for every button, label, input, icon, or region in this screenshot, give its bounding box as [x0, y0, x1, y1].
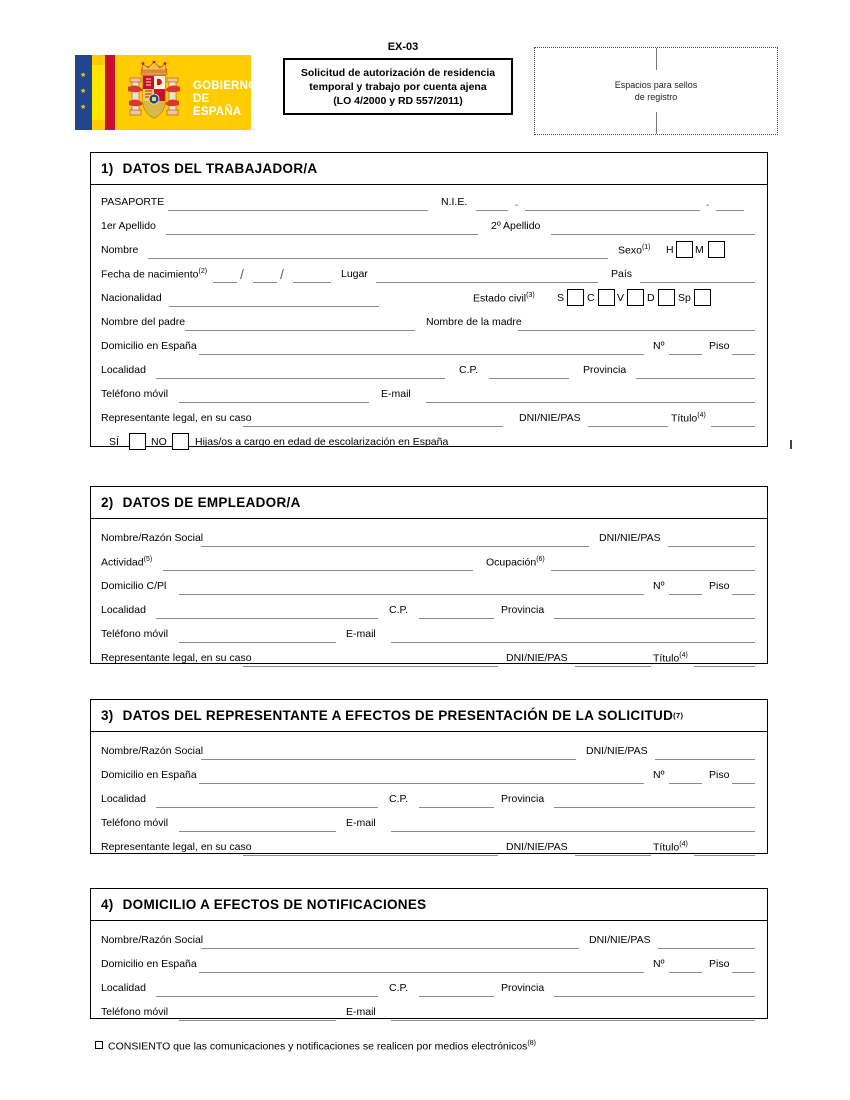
checkbox-sexo-mujer[interactable] [708, 241, 725, 258]
stamp-divider-bottom [656, 112, 657, 134]
label-telefono-movil: Teléfono móvil [101, 628, 169, 640]
field-row-nombre-razon-social [91, 929, 767, 953]
label-nombre-razon-social: Nombre/Razón Social [101, 934, 204, 946]
input-telefono-movil[interactable] [179, 402, 369, 403]
eu-star-icon: ★ [80, 104, 87, 111]
section-1-header [91, 153, 767, 185]
section-3-number: 3) [101, 708, 114, 723]
label-ocupacion: Ocupación [486, 556, 537, 569]
label-representante-legal: Representante legal, en su caso [101, 412, 252, 424]
input-domicilio-espana[interactable] [199, 972, 644, 973]
input-fecha-mes[interactable] [253, 282, 277, 283]
label-lugar: Lugar [341, 268, 368, 280]
label-piso: Piso [709, 958, 730, 970]
checkbox-estado-civil-separado[interactable] [694, 289, 711, 306]
input-fecha-anio[interactable] [293, 282, 331, 283]
section-3-header [91, 700, 767, 732]
field-row-localidad-representante [91, 788, 767, 812]
input-representante-legal[interactable] [243, 426, 503, 427]
label-nacionalidad: Nacionalidad [101, 292, 162, 304]
label-fecha-note: (2) [198, 268, 208, 275]
label-email: E-mail [346, 1006, 376, 1018]
input-nombre-padre[interactable] [185, 330, 415, 331]
label-pasaporte: PASAPORTE [101, 196, 165, 208]
input-fecha-dia[interactable] [213, 282, 237, 283]
spain-coat-of-arms-icon [123, 61, 185, 124]
label-consentimiento-note: (8) [527, 1040, 536, 1047]
label-localidad: Localidad [101, 982, 146, 994]
input-dni-nie-pas[interactable] [588, 426, 668, 427]
input-numero[interactable] [669, 594, 702, 595]
eu-star-icon: ★ [80, 72, 87, 79]
field-row-localidad-empleador [91, 599, 767, 623]
input-titulo[interactable] [711, 426, 755, 427]
label-numero: Nº [653, 340, 665, 352]
gobierno-de-espana-logo [75, 55, 258, 130]
input-dni-nie-pas[interactable] [658, 948, 755, 949]
field-row-representante-legal [91, 407, 767, 431]
label-sexo-note: (1) [641, 244, 651, 251]
label-email: E-mail [346, 628, 376, 640]
input-dni-nie-pas[interactable] [575, 666, 651, 667]
label-consentimiento: CONSIENTO que las comunicaciones y notificaciones se realicen por medios electrónicos [108, 1040, 528, 1053]
label-titulo: Título [653, 841, 680, 854]
logo-wordmark [193, 80, 257, 119]
input-localidad[interactable] [156, 618, 378, 619]
section-3-title-note: (7) [673, 711, 684, 720]
form-header [0, 0, 850, 148]
input-nombre-razon-social[interactable] [201, 759, 576, 760]
label-ocupacion-note: (6) [536, 556, 545, 563]
stamp-label-line-1: Espacios para sellos [614, 80, 698, 90]
field-row-domicilio [91, 335, 767, 359]
label-segundo-apellido: 2º Apellido [491, 220, 541, 232]
section-4-domicilio-notificaciones [90, 888, 768, 1019]
label-titulo: Título [671, 412, 698, 425]
logo-line-1: GOBIERNO [193, 80, 258, 92]
section-1-title: DATOS DEL TRABAJADOR/A [122, 161, 318, 176]
label-domicilio-espana: Domicilio en España [101, 958, 197, 970]
checkbox-estado-civil-casado[interactable] [598, 289, 615, 306]
label-provincia: Provincia [501, 604, 545, 616]
input-telefono-movil[interactable] [179, 642, 336, 643]
form-title-line-2: temporal y trabajo por cuenta ajena [309, 80, 487, 93]
label-primer-apellido: 1er Apellido [101, 220, 156, 232]
field-row-pasaporte-nie: PASAPORTE N.I.E. - - [91, 191, 767, 215]
label-dni-nie-pas: DNI/NIE/PAS [519, 412, 581, 424]
checkbox-sexo-hombre[interactable] [676, 241, 693, 258]
field-row-localidad [91, 359, 767, 383]
page-edge-tick-mark [790, 440, 792, 449]
field-row-localidad-notificaciones [91, 977, 767, 1001]
input-numero[interactable] [669, 354, 702, 355]
label-provincia: Provincia [501, 982, 545, 994]
input-dni-nie-pas[interactable] [655, 759, 755, 760]
label-representante-legal: Representante legal, en su caso [101, 652, 252, 664]
stamp-divider-top [656, 48, 657, 70]
input-domicilio-calle-plaza[interactable] [179, 594, 644, 595]
label-titulo-note: (4) [697, 412, 706, 419]
input-piso[interactable] [732, 972, 755, 973]
input-nombre-razon-social[interactable] [201, 948, 579, 949]
field-row-nacionalidad-estadocivil [91, 287, 767, 311]
label-provincia: Provincia [583, 364, 627, 376]
input-nie-prefix[interactable] [476, 210, 508, 211]
label-email: E-mail [381, 388, 411, 400]
checkbox-estado-civil-soltero[interactable] [567, 289, 584, 306]
field-row-contacto [91, 383, 767, 407]
logo-line-2: DE ESPAÑA [193, 93, 242, 118]
input-dni-nie-pas[interactable] [575, 855, 651, 856]
form-code: EX-03 [387, 41, 419, 53]
label-telefono-movil: Teléfono móvil [101, 388, 169, 400]
label-sexo: Sexo [618, 244, 642, 257]
field-row-domicilio-notificaciones [91, 953, 767, 977]
label-cp: C.P. [389, 982, 409, 994]
input-nombre[interactable] [148, 258, 608, 259]
input-localidad[interactable] [156, 378, 445, 379]
input-nacionalidad[interactable] [169, 306, 379, 307]
checkbox-hijos-no[interactable] [172, 433, 189, 450]
eu-star-icon: ★ [80, 88, 87, 95]
field-row-nombre-razon-social [91, 527, 767, 551]
form-title-box [283, 58, 513, 115]
input-telefono-movil[interactable] [179, 1020, 336, 1021]
input-piso[interactable] [732, 594, 755, 595]
form-title-line-3: (LO 4/2000 y RD 557/2011) [333, 94, 463, 107]
flag-red-stripe [105, 55, 115, 130]
label-numero: Nº [653, 958, 665, 970]
input-localidad[interactable] [156, 996, 378, 997]
label-titulo-note: (4) [679, 652, 688, 659]
label-nombre-padre: Nombre del padre [101, 316, 186, 328]
input-email[interactable] [391, 642, 755, 643]
input-cp[interactable] [489, 378, 569, 379]
input-cp[interactable] [419, 807, 494, 808]
label-si: SÍ [109, 436, 119, 448]
input-titulo[interactable] [694, 666, 755, 667]
label-actividad-note: (5) [143, 556, 153, 563]
label-no: NO [151, 436, 167, 448]
input-email[interactable] [391, 1020, 755, 1021]
label-nombre-razon-social: Nombre/Razón Social [101, 532, 204, 544]
label-estado-civil: Estado civil [473, 292, 527, 305]
label-ec-casado: C [587, 292, 595, 304]
field-row-representante-legal-empleador [91, 647, 767, 671]
field-row-contacto-representante [91, 812, 767, 836]
input-localidad[interactable] [156, 807, 378, 808]
field-row-actividad-ocupacion [91, 551, 767, 575]
input-representante-legal[interactable] [243, 666, 498, 667]
label-nie: N.I.E. [441, 196, 468, 208]
label-localidad: Localidad [101, 793, 146, 805]
label-piso: Piso [709, 769, 730, 781]
label-domicilio-calle-plaza: Domicilio C/Pl [101, 580, 167, 592]
stamp-label-line-2: de registro [634, 92, 678, 102]
input-email[interactable] [426, 402, 755, 403]
field-row-apellidos [91, 215, 767, 239]
input-nie-number[interactable] [525, 210, 700, 211]
input-numero[interactable] [669, 783, 702, 784]
field-row-nombre-razon-social [91, 740, 767, 764]
label-cp: C.P. [389, 793, 409, 805]
section-4-title: DOMICILIO A EFECTOS DE NOTIFICACIONES [122, 897, 427, 912]
input-nie-letter[interactable] [716, 210, 744, 211]
label-nombre-razon-social: Nombre/Razón Social [101, 745, 204, 757]
label-sexo-mujer: M [695, 244, 704, 256]
label-localidad: Localidad [101, 604, 146, 616]
field-row-contacto-empleador [91, 623, 767, 647]
label-telefono-movil: Teléfono móvil [101, 817, 169, 829]
flag-yellow-stripe [92, 65, 105, 120]
section-2-number: 2) [101, 495, 114, 510]
input-piso[interactable] [732, 783, 755, 784]
input-cp[interactable] [419, 618, 494, 619]
label-email: E-mail [346, 817, 376, 829]
input-provincia[interactable] [554, 807, 755, 808]
input-provincia[interactable] [554, 996, 755, 997]
field-row-nacimiento: Fecha de nacimiento$^{(2)}$ / / Lugar País [91, 263, 767, 287]
field-row-contacto-notificaciones [91, 1001, 767, 1025]
field-row-padres [91, 311, 767, 335]
label-titulo-note: (4) [679, 841, 688, 848]
field-row-hijos-escolarizacion [91, 431, 767, 455]
label-domicilio-espana: Domicilio en España [101, 340, 197, 352]
input-cp[interactable] [419, 996, 494, 997]
label-dni-nie-pas: DNI/NIE/PAS [586, 745, 648, 757]
label-numero: Nº [653, 580, 665, 592]
label-provincia: Provincia [501, 793, 545, 805]
label-piso: Piso [709, 580, 730, 592]
input-ocupacion[interactable] [551, 570, 755, 571]
label-numero: Nº [653, 769, 665, 781]
label-representante-legal: Representante legal, en su caso [101, 841, 252, 853]
section-3-title: DATOS DEL REPRESENTANTE A EFECTOS DE PRESENTACIÓN DE LA SOLICITUD [122, 708, 674, 723]
field-row-domicilio-empleador [91, 575, 767, 599]
label-nombre-madre: Nombre de la madre [426, 316, 522, 328]
input-primer-apellido[interactable] [166, 234, 478, 235]
input-nombre-razon-social[interactable] [201, 546, 589, 547]
input-telefono-movil[interactable] [179, 831, 336, 832]
registry-stamp-area [534, 47, 778, 135]
label-domicilio-espana: Domicilio en España [101, 769, 197, 781]
field-row-nombre-sexo [91, 239, 767, 263]
input-segundo-apellido[interactable] [551, 234, 755, 235]
input-pasaporte[interactable] [168, 210, 428, 211]
label-pais: País [611, 268, 633, 280]
field-row-representante-legal-representante [91, 836, 767, 860]
section-4-header [91, 889, 767, 921]
label-telefono-movil: Teléfono móvil [101, 1006, 169, 1018]
form-title-line-1: Solicitud de autorización de residencia [300, 66, 496, 79]
input-domicilio-espana[interactable] [199, 354, 644, 355]
label-dni-nie-pas: DNI/NIE/PAS [599, 532, 661, 544]
label-actividad: Actividad [101, 556, 144, 569]
section-4-number: 4) [101, 897, 114, 912]
label-ec-viudo: V [617, 292, 625, 304]
label-cp: C.P. [389, 604, 409, 616]
label-piso: Piso [709, 340, 730, 352]
field-row-domicilio-representante [91, 764, 767, 788]
input-dni-nie-pas[interactable] [668, 546, 755, 547]
input-domicilio-espana[interactable] [199, 783, 644, 784]
label-estado-civil-note: (3) [526, 292, 535, 299]
section-1-datos-trabajador [90, 152, 768, 447]
label-hijos-escolarizacion: Hijas/os a cargo en edad de escolarización en España [195, 436, 449, 448]
section-2-datos-empleador [90, 486, 768, 664]
label-titulo: Título [653, 652, 680, 665]
input-representante-legal[interactable] [243, 855, 498, 856]
checkbox-consentimiento-electronico[interactable] [95, 1041, 103, 1049]
label-fecha-nacimiento: Fecha de nacimiento [101, 268, 199, 281]
section-2-header [91, 487, 767, 519]
label-ec-separado: Sp [678, 292, 691, 304]
input-provincia[interactable] [554, 618, 755, 619]
consent-row[interactable] [95, 1040, 536, 1053]
checkbox-estado-civil-divorciado[interactable] [658, 289, 675, 306]
checkbox-estado-civil-viudo[interactable] [627, 289, 644, 306]
input-lugar[interactable] [376, 282, 598, 283]
input-piso[interactable] [732, 354, 755, 355]
input-numero[interactable] [669, 972, 702, 973]
input-pais[interactable] [640, 282, 755, 283]
section-1-number: 1) [101, 161, 114, 176]
label-cp: C.P. [459, 364, 479, 376]
input-titulo[interactable] [694, 855, 755, 856]
section-2-title: DATOS DE EMPLEADOR/A [122, 495, 301, 510]
label-ec-soltero: S [557, 292, 565, 304]
section-3-datos-representante [90, 699, 768, 854]
label-sexo-hombre: H [666, 244, 674, 256]
input-nombre-madre[interactable] [518, 330, 755, 331]
input-actividad[interactable] [163, 570, 473, 571]
label-ec-divorciado: D [647, 292, 655, 304]
label-dni-nie-pas: DNI/NIE/PAS [506, 841, 568, 853]
input-provincia[interactable] [636, 378, 755, 379]
label-dni-nie-pas: DNI/NIE/PAS [506, 652, 568, 664]
checkbox-hijos-si[interactable] [129, 433, 146, 450]
label-nombre: Nombre [101, 244, 139, 256]
label-localidad: Localidad [101, 364, 146, 376]
input-email[interactable] [391, 831, 755, 832]
label-dni-nie-pas: DNI/NIE/PAS [589, 934, 651, 946]
